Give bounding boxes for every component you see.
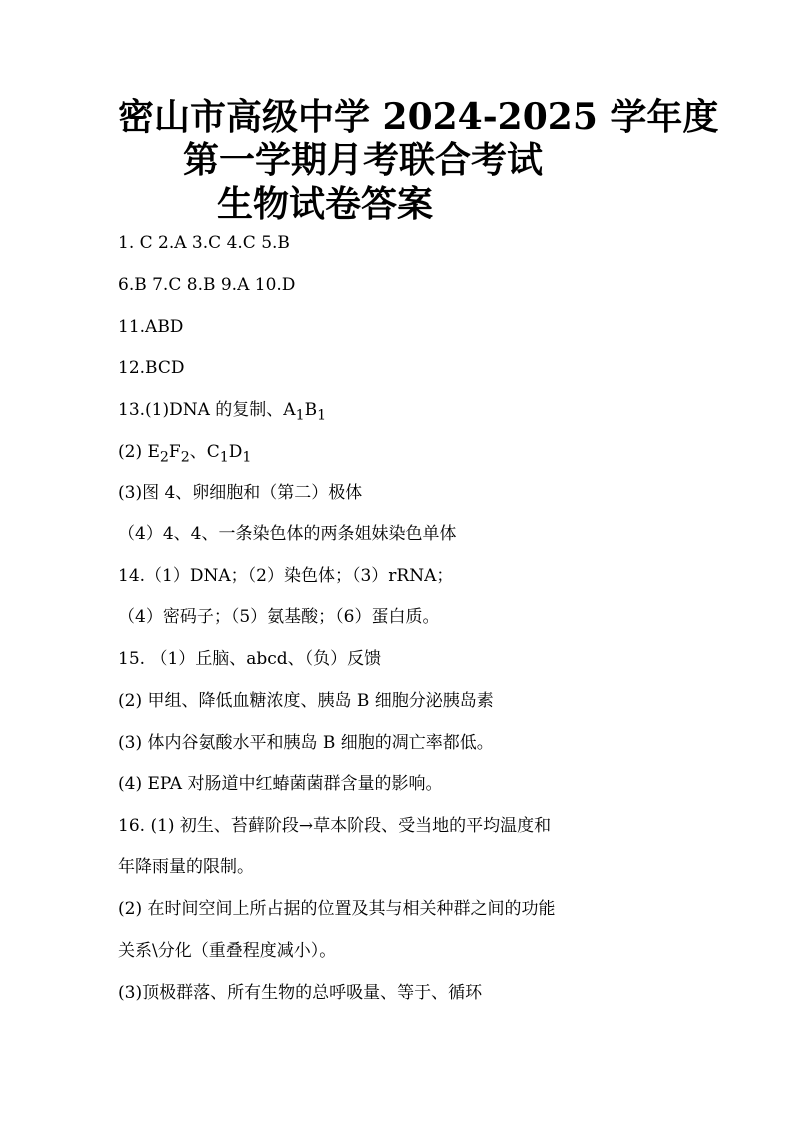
answer-line-19: (3)顶极群落、所有生物的总呼吸量、等于、循环 — [118, 983, 483, 1003]
answer-line-4: 12.BCD — [118, 358, 185, 378]
answer-line-9: 14.（1）DNA；（2）染色体；（3）rRNA； — [118, 566, 454, 586]
subscript: 1 — [242, 449, 252, 466]
title-line-3: 生物试卷答案 — [217, 183, 434, 225]
answer-line-7: (3)图 4、卵细胞和（第二）极体 — [118, 483, 363, 503]
subscript: 1 — [219, 449, 229, 466]
answer-line-14: (4) EPA 对肠道中红蝽菌菌群含量的影响。 — [118, 774, 443, 794]
answer-line-8: （4）4、4、一条染色体的两条姐妹染色单体 — [118, 524, 457, 544]
title-line-1: 密山市高级中学 2024-2025 学年度 — [118, 96, 719, 138]
answer-line-11: 15. （1）丘脑、abcd、（负）反馈 — [118, 649, 382, 669]
answer-text: (2) E — [118, 442, 160, 462]
answer-line-3: 11.ABD — [118, 317, 184, 337]
answer-text: 、C — [189, 442, 220, 462]
answer-line-15: 16. (1) 初生、苔藓阶段→草本阶段、受当地的平均温度和 — [118, 816, 552, 836]
answer-line-2: 6.B 7.C 8.B 9.A 10.D — [118, 275, 296, 295]
answer-line-17: (2) 在时间空间上所占据的位置及其与相关种群之间的功能 — [118, 899, 556, 919]
answer-text: D — [228, 442, 243, 462]
answer-line-1: 1. C 2.A 3.C 4.C 5.B — [118, 233, 290, 253]
answer-text: F — [168, 442, 181, 462]
answer-line-16: 年降雨量的限制。 — [118, 857, 254, 877]
subscript: 2 — [180, 449, 190, 466]
answer-line-18: 关系\分化（重叠程度减小）。 — [118, 941, 337, 961]
answer-text: B — [304, 400, 318, 420]
answer-text: 13.(1)DNA 的复制、A — [118, 400, 296, 420]
answer-line-13: (3) 体内谷氨酸水平和胰岛 B 细胞的凋亡率都低。 — [118, 733, 494, 753]
answer-line-5 — [118, 399, 326, 426]
subscript: 1 — [317, 407, 327, 424]
subscript: 1 — [295, 407, 305, 424]
answer-line-12: (2) 甲组、降低血糖浓度、胰岛 B 细胞分泌胰岛素 — [118, 691, 494, 711]
answer-line-6 — [118, 441, 251, 468]
title-line-2: 第一学期月考联合考试 — [183, 139, 544, 181]
subscript: 2 — [159, 449, 169, 466]
answer-line-10: （4）密码子；（5）氨基酸；（6）蛋白质。 — [118, 607, 440, 627]
